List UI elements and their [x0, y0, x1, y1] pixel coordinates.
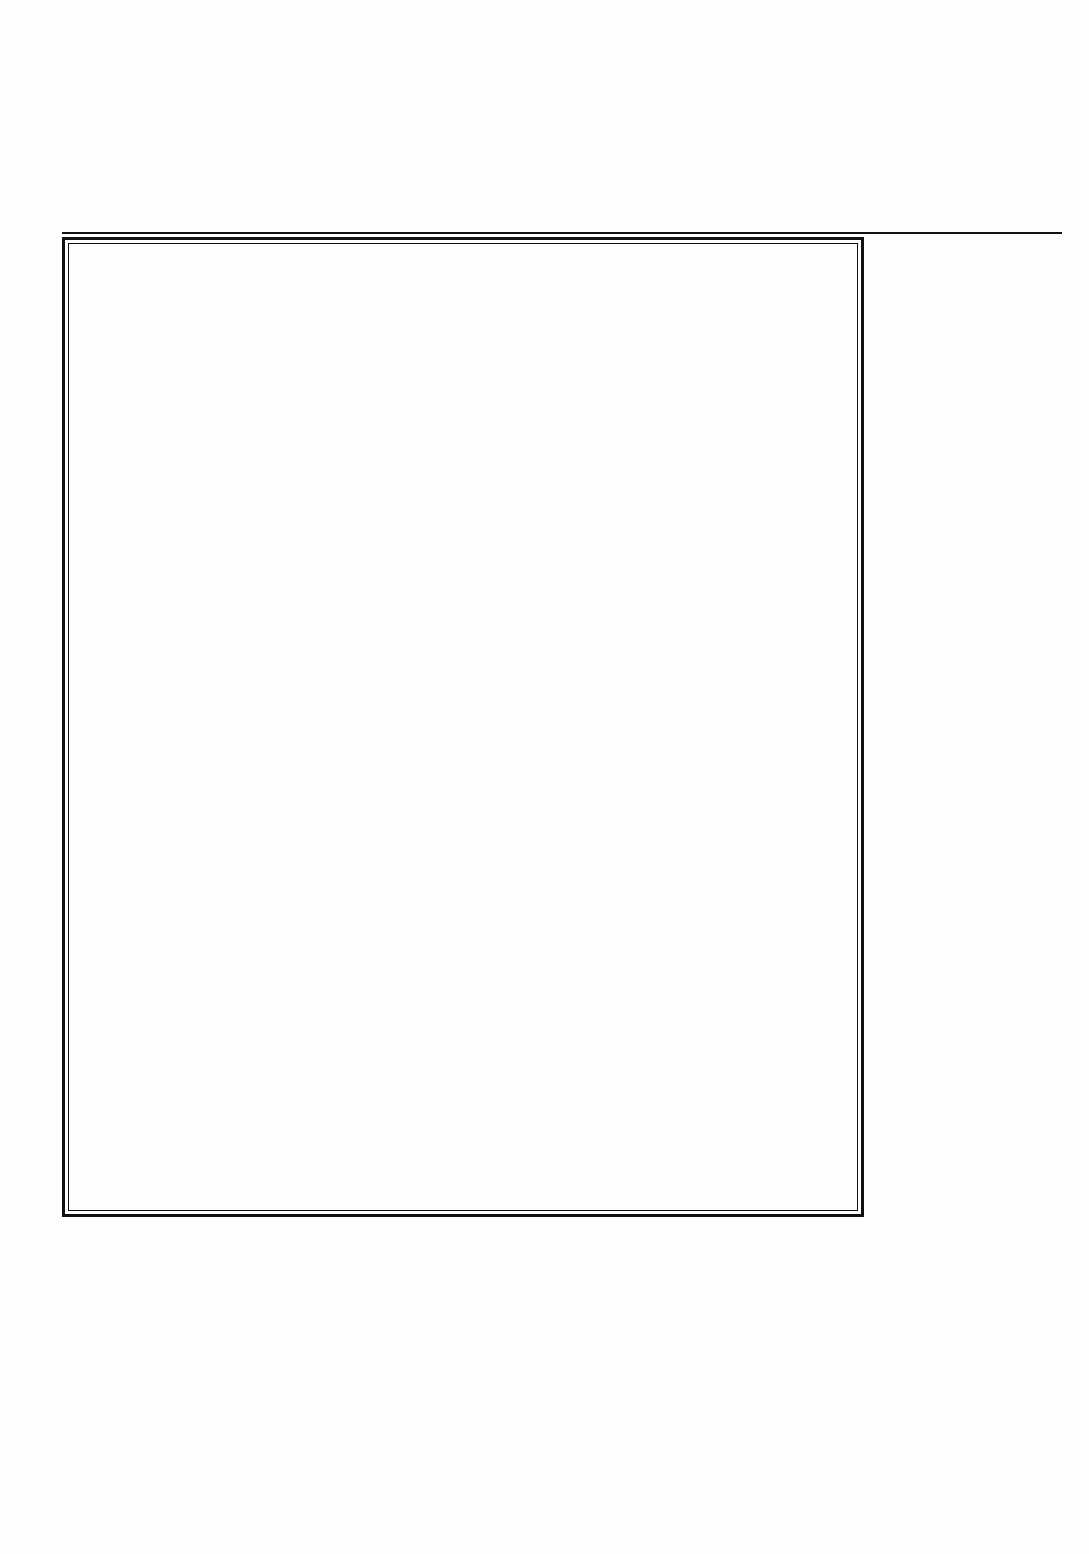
main-frame-inner-border — [68, 243, 858, 1211]
header-rule — [62, 232, 1062, 234]
